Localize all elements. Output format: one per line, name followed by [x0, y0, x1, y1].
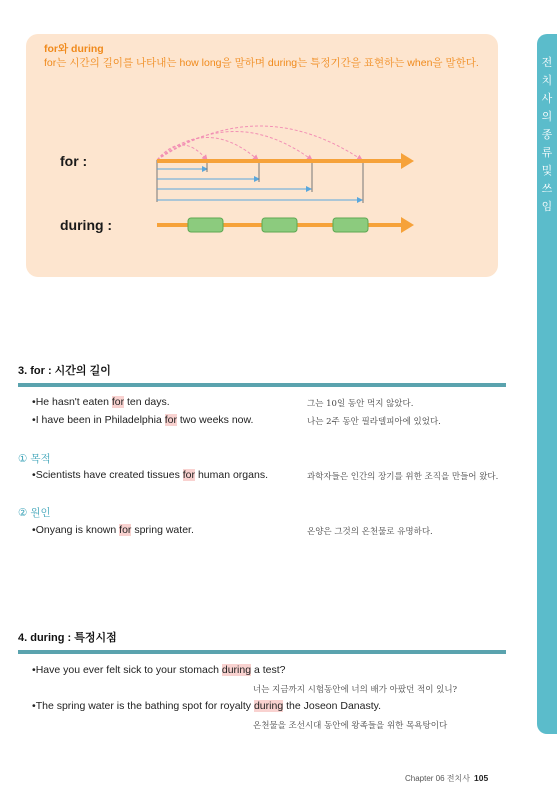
for-label: for :	[60, 153, 88, 169]
page-number: 105	[474, 773, 489, 783]
chapter-side-tab	[537, 34, 557, 734]
section3-title: 3. for : 시간의 길이	[18, 365, 111, 377]
for-duration-lines	[157, 160, 363, 203]
translation: 온양은 그것의 온천물로 유명하다.	[307, 527, 433, 537]
for-during-diagram	[0, 0, 547, 300]
subheading-purpose: ① 목적	[18, 453, 51, 465]
section4-divider	[18, 650, 506, 654]
section4-title: 4. during : 특정시점	[18, 632, 117, 644]
for-arcs	[157, 126, 362, 160]
example-row: •Have you ever felt sick to your stomach during a test?	[32, 664, 286, 676]
example-row: •He hasn't eaten for ten days.	[32, 396, 170, 408]
page-footer	[405, 773, 488, 784]
box-description: for는 시간의 길이를 나타내는 how long을 말하며 during는 특정기간을 표현하는 when을 말한다.	[44, 57, 479, 69]
chapter-label: Chapter 06 전치사	[405, 774, 470, 783]
box-title: for와 during	[44, 43, 104, 55]
subheading-cause: ② 원인	[18, 507, 51, 519]
example-row: •The spring water is the bathing spot for royalty during the Joseon Danasty.	[32, 700, 382, 712]
translation: 그는 10일 동안 먹지 않았다.	[307, 399, 414, 409]
translation: 너는 지금까지 시험동안에 너의 배가 아팠던 적이 있니?	[253, 685, 458, 695]
translation: 온천물을 조선시대 동안에 왕족들을 위한 목욕탕이다	[253, 721, 448, 731]
during-label: during :	[60, 217, 113, 233]
for-timeline-arrow	[157, 153, 414, 169]
section3-divider	[18, 383, 506, 387]
translation: 과학자들은 인간의 장기를 위한 조직을 만들어 왔다.	[307, 472, 499, 482]
translation: 나는 2주 동안 필라델피아에 있었다.	[307, 417, 441, 427]
side-tab-text: 전치사의 종류 및 쓰임	[541, 57, 553, 213]
during-periods	[188, 218, 368, 232]
example-row: •Onyang is known for spring water.	[32, 524, 194, 536]
example-row: •I have been in Philadelphia for two weeks now.	[32, 414, 254, 426]
example-row: •Scientists have created tissues for human organs.	[32, 469, 268, 481]
